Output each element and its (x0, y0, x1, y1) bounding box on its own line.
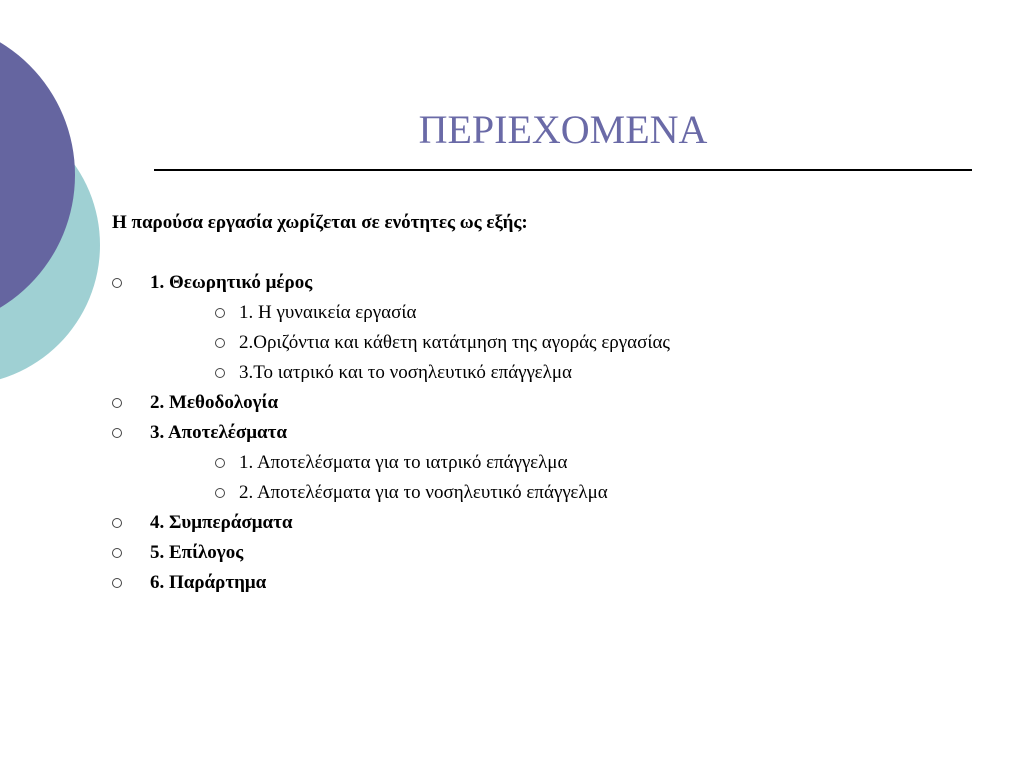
circle-bullet-icon (215, 458, 225, 468)
section-item (112, 418, 912, 448)
contents-list (112, 268, 912, 598)
intro-text: Η παρούσα εργασία χωρίζεται σε ενότητες ως εξής: (112, 212, 528, 233)
subsection-item (112, 298, 912, 328)
item-label: 2.Οριζόντια και κάθετη κατάτμηση της αγοράς εργασίας (239, 332, 670, 353)
circle-bullet-icon (112, 428, 122, 438)
item-label: 6. Παράρτημα (150, 572, 267, 593)
circle-bullet-icon (215, 338, 225, 348)
item-label: 3. Αποτελέσματα (150, 422, 287, 443)
item-label: 1. Αποτελέσματα για το ιατρικό επάγγελμα (239, 452, 568, 473)
subsection-item (112, 328, 912, 358)
circle-bullet-icon (112, 398, 122, 408)
slide-title: ΠΕΡΙΕΧΟΜΕΝΑ (418, 107, 708, 152)
decorative-circles (0, 0, 130, 420)
circle-bullet-icon (112, 518, 122, 528)
circle-bullet-icon (112, 548, 122, 558)
circle-bullet-icon (112, 578, 122, 588)
item-label: 2. Αποτελέσματα για το νοσηλευτικό επάγγελμα (239, 482, 608, 503)
item-label: 1. Η γυναικεία εργασία (239, 302, 417, 323)
section-item (112, 268, 912, 298)
subsection-item (112, 448, 912, 478)
item-label: 1. Θεωρητικό μέρος (150, 272, 313, 293)
item-label: 5. Επίλογος (150, 542, 244, 563)
circle-bullet-icon (215, 488, 225, 498)
item-label: 2. Μεθοδολογία (150, 392, 279, 413)
section-item (112, 388, 912, 418)
section-item (112, 568, 912, 598)
subsection-item (112, 478, 912, 508)
item-label: 3.Το ιατρικό και το νοσηλευτικό επάγγελμα (239, 362, 572, 383)
circle-bullet-icon (215, 368, 225, 378)
item-label: 4. Συμπεράσματα (150, 512, 293, 533)
section-item (112, 508, 912, 538)
circle-bullet-icon (112, 278, 122, 288)
title-divider (154, 169, 972, 171)
section-item (112, 538, 912, 568)
subsection-item (112, 358, 912, 388)
circle-bullet-icon (215, 308, 225, 318)
